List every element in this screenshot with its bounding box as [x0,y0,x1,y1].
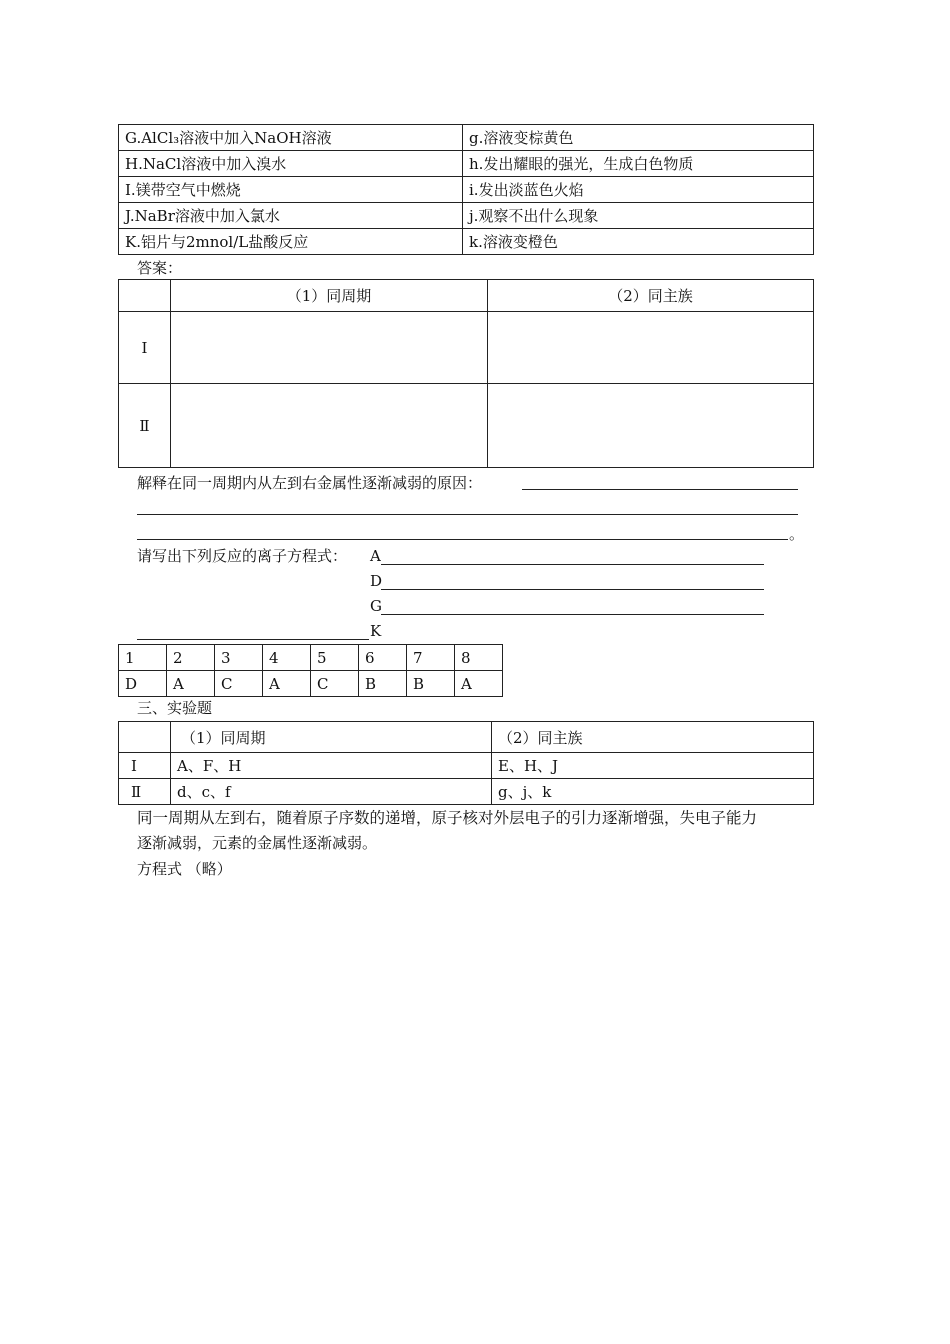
mc-number-1: 1 [119,645,167,671]
ion-label-a: A [370,547,381,565]
result-row-label-1: Ⅰ [119,753,171,779]
ion-blank-k[interactable] [137,639,369,640]
ion-prompt: 请写出下列反应的离子方程式： [137,547,348,565]
observation-left-h: H.NaCl溶液中加入溴水 [119,151,463,177]
answer-header-same-group: （2）同主族 [488,280,814,312]
ion-blank-g[interactable] [381,614,764,615]
result-cell-2-1: d、c、f [171,779,492,805]
result-header-same-period: （1）同周期 [171,722,492,753]
mc-number-7: 7 [407,645,455,671]
explain-blank-line-1[interactable] [522,489,798,490]
conclusion-line-1: 同一周期从左到右，随着原子序数的递增，原子核对外层电子的引力逐渐增强，失电子能力 [137,809,758,827]
mc-answer-2: A [167,671,215,697]
explain-blank-line-2[interactable] [137,514,798,515]
answer-cell-2-1[interactable] [171,384,488,468]
answer-row-label-2: Ⅱ [119,384,171,468]
result-cell-1-1: A、F、H [171,753,492,779]
explain-prompt: 解释在同一周期内从左到右金属性逐渐减弱的原因： [137,474,483,492]
observation-left-k: K.铝片与2mnol/L盐酸反应 [119,229,463,255]
answer-cell-1-1[interactable] [171,312,488,384]
observation-left-i: I.镁带空气中燃烧 [119,177,463,203]
equation-note: 方程式 （略） [137,860,232,878]
mc-number-5: 5 [311,645,359,671]
ion-label-d: D [370,572,383,590]
observation-right-j: j.观察不出什么现象 [463,203,814,229]
mc-answer-4: A [263,671,311,697]
conclusion-line-2: 逐渐减弱，元素的金属性逐渐减弱。 [137,834,378,852]
section-title: 三、实验题 [137,699,213,717]
observation-table [118,124,814,255]
mc-number-2: 2 [167,645,215,671]
mc-number-3: 3 [215,645,263,671]
mc-number-8: 8 [455,645,503,671]
mc-number-4: 4 [263,645,311,671]
explain-blank-line-3[interactable] [137,539,788,540]
observation-right-i: i.发出淡蓝色火焰 [463,177,814,203]
observation-right-g: g.溶液变棕黄色 [463,125,814,151]
result-header-same-group: （2）同主族 [492,722,814,753]
mc-answer-7: B [407,671,455,697]
observation-right-h: h.发出耀眼的强光，生成白色物质 [463,151,814,177]
result-cell-2-2: g、j、k [492,779,814,805]
mc-answer-1: D [119,671,167,697]
ion-blank-d[interactable] [381,589,764,590]
mc-number-6: 6 [359,645,407,671]
result-row-label-2: Ⅱ [119,779,171,805]
answer-cell-1-2[interactable] [488,312,814,384]
ion-label-k: K [370,622,382,640]
mc-answer-5: C [311,671,359,697]
observation-left-g: G.AlCl₃溶液中加入NaOH溶液 [119,125,463,151]
answer-cell-2-2[interactable] [488,384,814,468]
answer-table [118,279,814,468]
result-table [118,721,814,805]
mc-answer-3: C [215,671,263,697]
observation-right-k: k.溶液变橙色 [463,229,814,255]
result-cell-1-2: E、H、J [492,753,814,779]
mc-answer-8: A [455,671,503,697]
ion-label-g: G [370,597,382,615]
explain-end-mark: 。 [789,525,805,543]
mc-answer-table [118,644,503,697]
result-corner-cell [119,722,171,753]
answer-corner-cell [119,280,171,312]
ion-blank-a[interactable] [381,564,764,565]
answer-label: 答案： [137,259,183,277]
observation-left-j: J.NaBr溶液中加入氯水 [119,203,463,229]
answer-row-label-1: Ⅰ [119,312,171,384]
mc-answer-6: B [359,671,407,697]
answer-header-same-period: （1）同周期 [171,280,488,312]
